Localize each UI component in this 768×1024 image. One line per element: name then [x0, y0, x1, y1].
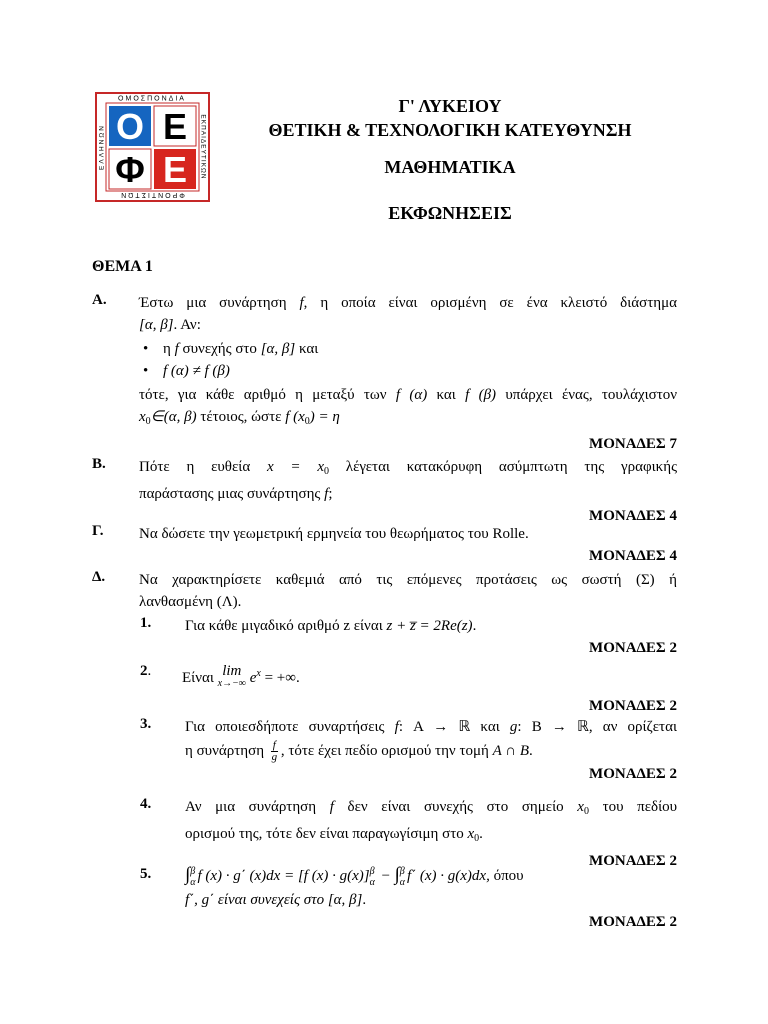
svg-text:Ε: Ε [162, 149, 188, 190]
section-heading: ΕΚΦΩΝΗΣΕΙΣ [388, 203, 512, 223]
statement-4-line-1: Αν μια συνάρτηση f δεν είναι συνεχής στο σημείο $x_0$ του πεδίου [185, 799, 678, 817]
statement-3-points: ΜΟΝΑΔΕΣ 2 [589, 766, 677, 783]
statement-4-number: 4. [140, 796, 152, 812]
statement-5 [140, 862, 677, 933]
oefe-logo-graphic [95, 92, 210, 202]
statement-3 [140, 716, 677, 785]
svg-text:Ο: Ο [115, 106, 145, 147]
svg-text:ΟΜΟΣΠΟΝΔΙΑ: ΟΜΟΣΠΟΝΔΙΑ [118, 95, 186, 103]
statement-2-number: 2. [140, 663, 152, 679]
statement-3-number: 3. [140, 716, 152, 732]
part-b-marker: Β. [92, 456, 106, 472]
statement-1-number: 1. [140, 615, 152, 631]
statement-4 [140, 796, 677, 872]
statement-2 [140, 663, 677, 717]
part-a-line-1: Έστω μια συνάρτηση f, η οποία είναι ορισμένη σε ένα κλειστό διάστημα [139, 295, 677, 311]
part-d-line-1: Να χαρακτηρίσετε καθεμιά από τις επόμενες προτάσεις ως σωστή (Σ) ή [139, 572, 677, 588]
statement-1-points: ΜΟΝΑΔΕΣ 2 [589, 640, 677, 656]
subject-heading: ΜΑΘΗΜΑΤΙΚΑ [384, 157, 516, 177]
statement-1 [140, 615, 677, 659]
statement-5-line-2: f΄, g΄ είναι συνεχείς στο [α, β]. [185, 892, 367, 908]
part-g-points: ΜΟΝΑΔΕΣ 4 [589, 548, 677, 564]
part-a-line-3: τότε, για κάθε αριθμό η μεταξύ των f (α) και f (β) υπάρχει ένας, τουλάχιστον [139, 387, 678, 403]
part-a-line-2: [α, β]. Αν: [139, 317, 201, 333]
part-a [92, 292, 677, 455]
part-d-line-2: λανθασμένη (Λ). [139, 594, 242, 610]
statement-1-text: Για κάθε μιγαδικό αριθμό z είναι z + z̅ = 2Re(z). [185, 618, 477, 634]
statement-3-line-2: η συνάρτηση $\frac{f}{g}$ , τότε έχει πεδίο ορισμού την τομή A ∩ B. [185, 739, 533, 764]
part-a-points: ΜΟΝΑΔΕΣ 7 [589, 436, 677, 452]
limit-expression: lim x→−∞ [217, 663, 246, 689]
part-a-line-4: $x_0\in(\alpha$, β) τέτοιος, ώστε f $(x_0) = \eta$ [139, 409, 340, 427]
statement-5-line-1: ∫ β α f (x) · g΄ (x)dx = [f (x) · g(x)] β α − ∫ β α f΄ (x) · g(x)dx, όπου [185, 864, 524, 888]
statement-3-line-1: Για οποιεσδήποτε συναρτήσεις f: Α → ℝ και g: Β → ℝ, αν ορίζεται [185, 719, 677, 735]
oefe-logo [95, 92, 210, 202]
statement-2-points: ΜΟΝΑΔΕΣ 2 [589, 698, 677, 714]
part-g [92, 523, 677, 567]
statement-5-points: ΜΟΝΑΔΕΣ 2 [589, 914, 677, 930]
grade-heading: Γ' ΛΥΚΕΙΟΥ [398, 96, 502, 116]
svg-text:ΦΡΟΝΤΙΣΤΩΝ: ΦΡΟΝΤΙΣΤΩΝ [119, 191, 185, 198]
part-b-line-1: Πότε η ευθεία $x = x_0$ λέγεται κατακόρυφη ασύμπτωτη της γραφικής [139, 459, 678, 477]
svg-text:ΕΚΠΑΙΔΕΥΤΙΚΩΝ: ΕΚΠΑΙΔΕΥΤΙΚΩΝ [199, 114, 207, 180]
svg-text:ΕΛΛΗΝΩΝ: ΕΛΛΗΝΩΝ [98, 124, 106, 170]
fraction-f-over-g: $\frac{f}{g}$ [271, 739, 278, 764]
part-b [92, 456, 677, 527]
part-b-line-2: παράστασης μιας συνάρτησης f; [139, 486, 333, 502]
statement-5-number: 5. [140, 866, 152, 882]
statement-4-points: ΜΟΝΑΔΕΣ 2 [589, 853, 677, 869]
svg-text:Ε: Ε [162, 106, 188, 147]
svg-text:Φ: Φ [115, 149, 145, 190]
part-a-marker: Α. [92, 292, 107, 308]
statement-4-line-2: ορισμού της, τότε δεν είναι παραγωγίσιμη στο $x_0$. [185, 826, 483, 844]
part-d-marker: Δ. [92, 569, 106, 585]
part-g-text: Να δώσετε την γεωμετρική ερμηνεία του θεωρήματος του Rolle. [139, 526, 529, 542]
condition-unequal: • f (α) ≠ f (β) [139, 360, 677, 382]
part-b-points: ΜΟΝΑΔΕΣ 4 [589, 508, 677, 524]
conditions-list [139, 338, 677, 382]
part-g-marker: Γ. [92, 523, 104, 539]
statement-2-text: Είναι lim x→−∞ $e^x$ = +∞. [182, 663, 300, 689]
condition-continuous: • η f συνεχής στο [α, β] και [139, 338, 677, 360]
part-d [92, 569, 677, 613]
thema-heading: ΘΕΜΑ 1 [92, 258, 153, 275]
track-heading: ΘΕΤΙΚΗ & ΤΕΧΝΟΛΟΓΙΚΗ ΚΑΤΕΥΘΥΝΣΗ [268, 120, 632, 140]
